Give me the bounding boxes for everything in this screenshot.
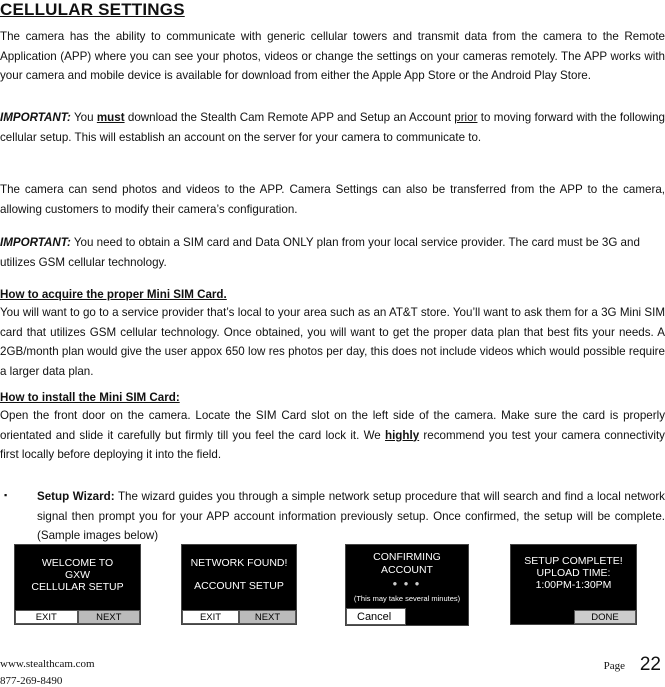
setup-complete-screen-image [510,544,637,625]
footer-website: www.stealthcam.com [0,658,95,670]
prior-emphasis: prior [454,111,478,124]
screen-button-bar [15,610,140,624]
footer-page-number: 22 [639,654,661,675]
must-emphasis: must [96,111,125,124]
important-text: to moving forward with the following cellular setup. This will establish an account on the server for your camera to communicate to. [0,111,665,144]
screen-line: ACCOUNT [381,564,433,576]
screen-button-bar [182,610,296,624]
setup-wizard-bullet [37,487,665,546]
screen-button-spacer [406,608,468,625]
bullet-square-icon: ▪ [4,490,8,500]
intro-paragraph: The camera has the ability to communicate with generic cellular towers and transmit data from the camera to the Remote Application (APP) where you can see your photos, videos or change the settings on your cameras remotely. The APP works with your camera and mobile device is available for download from either the Apple App Store or the Android Play Store. [0,30,665,82]
confirming-account-screen-image [345,544,469,626]
welcome-screen-image [14,544,141,625]
acquire-heading: How to acquire the proper Mini SIM Card. [0,288,227,301]
important-note-sim [0,233,665,272]
screen-line: UPLOAD TIME: [536,567,611,579]
important-text: You need to obtain a SIM card and Data ONLY plan from your local service provider. The card must be 3G and utilizes GSM cellular technology. [0,236,640,269]
footer-page-label: Page [603,660,625,672]
cancel-button: Cancel [346,608,406,625]
screen-line: NETWORK FOUND! [190,557,288,569]
next-button: NEXT [78,610,141,624]
install-text: recommend you test your camera connectivity first locally before deploying it into the field. [0,428,665,461]
footer-phone: 877-269-8490 [0,675,63,687]
install-heading: How to install the Mini SIM Card: [0,391,180,404]
screen-line: CELLULAR SETUP [31,581,124,593]
screen-line: SETUP COMPLETE! [524,555,623,567]
screen-button-bar [511,610,636,624]
highly-emphasis: highly [385,428,420,442]
important-note-app [0,108,665,147]
exit-button: EXIT [182,610,239,624]
loading-dots-icon: ● ● ● [392,579,422,588]
screen-line: CONFIRMING [373,551,441,563]
network-found-screen-image [181,544,297,625]
important-text: You [70,111,97,124]
screen-line: GXW [64,569,91,581]
setup-wizard-text: The wizard guides you through a simple network setup procedure that will search and find a local network signal then prompt you for your APP account information previously setup. Once confirmed, the setup will be complete. (Sample images below) [37,490,665,542]
install-paragraph [0,406,665,465]
page-title: CELLULAR SETTINGS [0,0,185,19]
setup-wizard-label: Setup Wizard: [37,490,115,503]
screen-button-spacer [511,610,574,624]
important-label: IMPORTANT: [0,236,71,249]
exit-button: EXIT [15,610,78,624]
important-text: download the Stealth Cam Remote APP and Setup an Account [124,111,455,124]
transfer-paragraph: The camera can send photos and videos to the APP. Camera Settings can also be transferred from the APP to the camera, allowing customers to modify their camera’s configuration. [0,183,665,216]
done-button: DONE [574,610,636,624]
install-text: Open the front door on the camera. Locate the SIM Card slot on the left side of the camera. Make sure the card is properly orientated and slide it carefully but firmly till you feel the card lock it. We [0,409,665,442]
next-button: NEXT [239,610,296,624]
screen-line: WELCOME TO [41,557,114,569]
screen-note: (This may take several minutes) [353,594,461,603]
screen-line: ACCOUNT SETUP [194,580,284,592]
screen-line: 1:00PM-1:30PM [535,579,612,591]
acquire-paragraph: You will want to go to a service provider that’s local to your area such as an AT&T store. You’ll want to ask them for a 3G Mini SIM card that utilizes GSM cellular technology. Once obtained, you will want to get the proper data plan that best fits your needs. A 2GB/month plan would give the user appox 650 low res photos per day, this does not include videos which would possible require a larger data plan. [0,306,665,378]
screen-button-bar [346,608,468,625]
important-label: IMPORTANT: [0,111,71,124]
